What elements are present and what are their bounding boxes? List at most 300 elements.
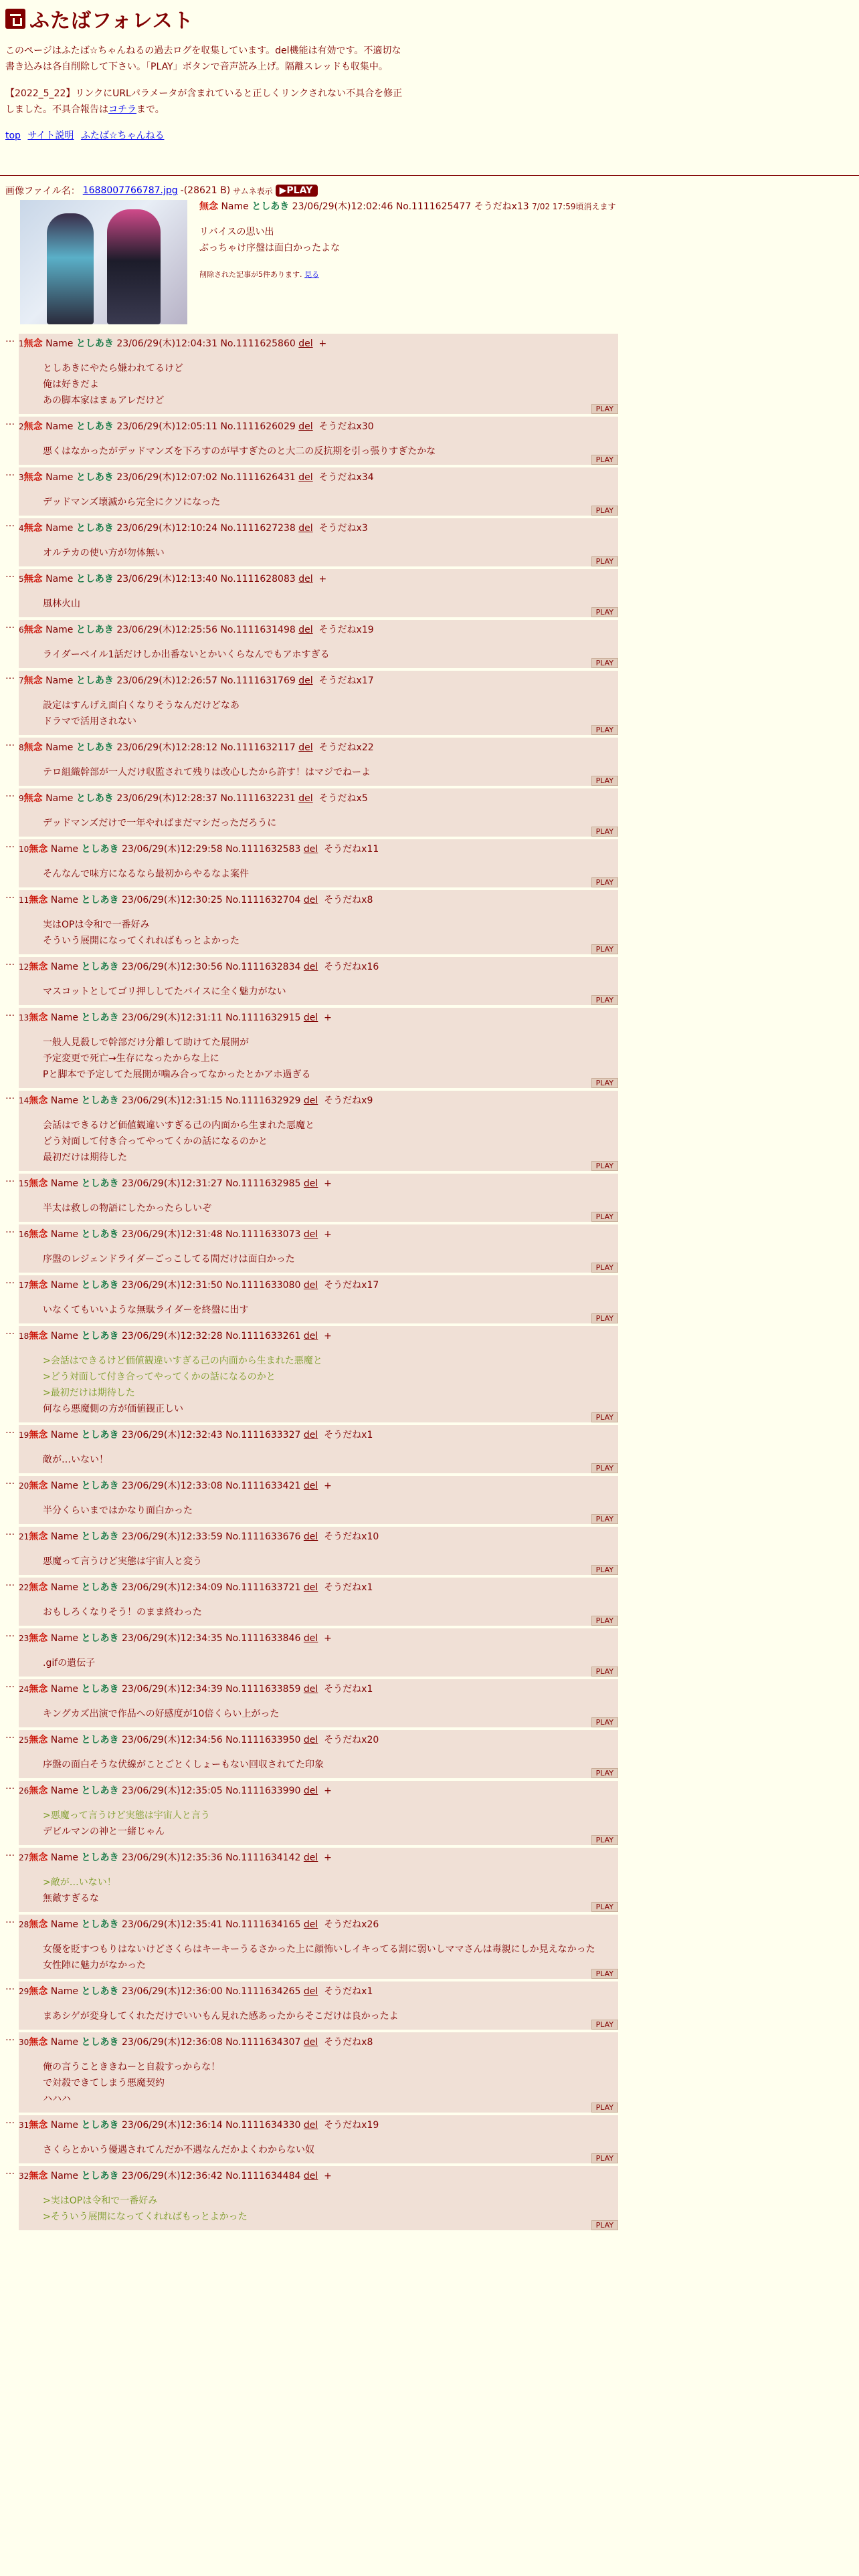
reply-body <box>43 1757 614 1773</box>
play-button[interactable]: PLAY <box>591 2220 618 2230</box>
reply-indent-dots: … <box>5 1425 15 1436</box>
sodane-button[interactable]: そうだねx5 <box>318 793 368 804</box>
play-button[interactable]: PLAY <box>591 1263 618 1273</box>
op-meta <box>199 200 616 324</box>
reply-body <box>43 596 614 612</box>
reply-header <box>19 842 614 857</box>
reply-body <box>43 1655 614 1671</box>
del-link[interactable]: del <box>303 1280 318 1291</box>
sodane-button[interactable]: そうだねx1 <box>324 1684 373 1695</box>
sodane-button[interactable]: そうだねx1 <box>324 1986 373 1997</box>
reply-body <box>43 1808 614 1840</box>
reply-datetime: 23/06/29(木)12:35:36 <box>121 1852 223 1863</box>
reply-datetime: 23/06/29(木)12:13:40 <box>116 574 217 584</box>
sodane-button[interactable]: そうだねx17 <box>324 1280 379 1291</box>
play-button[interactable]: PLAY <box>591 944 618 954</box>
del-link[interactable]: del <box>303 1986 318 1997</box>
reply-line: 会話はできるけど価値観違いすぎる己の内面から生まれた悪魔と <box>43 1120 314 1131</box>
reply-number: 9 <box>19 794 24 803</box>
reply-number: 29 <box>19 1987 29 1996</box>
play-button[interactable]: PLAY <box>591 827 618 837</box>
sodane-button[interactable]: そうだねx19 <box>318 625 374 635</box>
play-button[interactable]: PLAY <box>591 1616 618 1626</box>
reply-subject: 無念 <box>29 1786 48 1796</box>
reply-name-label: Name <box>50 962 79 972</box>
reply-post-number: No.1111634165 <box>225 1919 301 1930</box>
reply-subject: 無念 <box>23 742 43 753</box>
reply-body <box>43 2008 614 2024</box>
sodane-button[interactable]: そうだねx19 <box>324 2120 379 2131</box>
sodane-button[interactable]: そうだねx8 <box>324 895 373 905</box>
play-button[interactable]: PLAY <box>591 1313 618 1323</box>
sodane-button[interactable]: + <box>324 1229 332 1240</box>
deleted-note <box>199 268 616 282</box>
op-expire: 7/02 17:59頃消えます <box>532 202 616 211</box>
reply-name-label: Name <box>50 1481 79 1491</box>
play-button[interactable]: PLAY <box>591 607 618 617</box>
play-button[interactable]: PLAY <box>591 995 618 1005</box>
reply-datetime: 23/06/29(木)12:34:56 <box>121 1735 223 1745</box>
reply-datetime: 23/06/29(木)12:31:27 <box>121 1178 223 1189</box>
reply-line: 最初だけは期待した <box>43 1152 127 1163</box>
reply-header <box>19 623 614 637</box>
reply-subject: 無念 <box>23 338 43 349</box>
reply-subject: 無念 <box>23 675 43 686</box>
reply-subject: 無念 <box>29 1633 48 1644</box>
play-button[interactable]: PLAY <box>591 2020 618 2030</box>
del-link[interactable]: del <box>298 523 313 534</box>
sodane-button[interactable]: + <box>324 1481 332 1491</box>
play-button[interactable]: PLAY <box>591 658 618 668</box>
reply-subject: 無念 <box>29 895 48 905</box>
reply-datetime: 23/06/29(木)12:34:39 <box>121 1684 223 1695</box>
reply-header <box>19 2118 614 2133</box>
reply-datetime: 23/06/29(木)12:32:43 <box>121 1430 223 1440</box>
sodane-button[interactable]: そうだねx22 <box>318 742 374 753</box>
sodane-button[interactable]: + <box>324 2171 332 2181</box>
del-link[interactable]: del <box>303 844 318 855</box>
reply-line: マスコットとしてゴリ押ししてたバイスに全く魅力がない <box>43 986 286 997</box>
op-post <box>0 184 859 324</box>
reply-row <box>0 1981 859 2030</box>
sodane-button[interactable]: そうだねx17 <box>318 675 374 686</box>
report-link[interactable]: コチラ <box>108 104 136 115</box>
del-link[interactable]: del <box>303 1229 318 1240</box>
op-header <box>199 200 616 213</box>
play-button[interactable]: PLAY <box>591 1835 618 1845</box>
reply-indent-dots: … <box>5 417 15 427</box>
sodane-button[interactable]: そうだねx1 <box>324 1582 373 1593</box>
reply-row <box>0 334 859 414</box>
sodane-button[interactable]: そうだねx8 <box>324 2037 373 2048</box>
del-link[interactable]: del <box>303 1095 318 1106</box>
reply-post <box>19 738 618 786</box>
reply-indent-dots: … <box>5 788 15 799</box>
reply-header <box>19 1984 614 1999</box>
reply-post <box>19 1981 618 2030</box>
reply-line: さくらとかいう優遇されてんだか不遇なんだかよくわからない奴 <box>43 2145 314 2155</box>
sodane-button[interactable]: そうだねx10 <box>324 1531 379 1542</box>
reply-number: 1 <box>19 339 24 348</box>
del-link[interactable]: del <box>303 1531 318 1542</box>
reply-header <box>19 1479 614 1493</box>
reply-row <box>0 1679 859 1727</box>
play-button[interactable]: PLAY <box>591 1212 618 1222</box>
play-button[interactable]: PLAY <box>591 1412 618 1422</box>
del-link[interactable]: del <box>303 1178 318 1189</box>
del-link[interactable]: del <box>303 1633 318 1644</box>
reply-name: としあき <box>81 1095 119 1106</box>
reply-post <box>19 1578 618 1626</box>
reply-name: としあき <box>76 421 114 432</box>
reply-name: としあき <box>81 1430 119 1440</box>
reply-datetime: 23/06/29(木)12:33:59 <box>121 1531 223 1542</box>
reply-name: としあき <box>76 742 114 753</box>
sodane-button[interactable]: + <box>324 1633 332 1644</box>
reply-datetime: 23/06/29(木)12:31:50 <box>121 1280 223 1291</box>
header-divider <box>0 175 859 176</box>
del-link[interactable]: del <box>298 338 313 349</box>
reply-name: としあき <box>81 1735 119 1745</box>
nav-about-link[interactable]: サイト説明 <box>27 130 74 141</box>
reply-datetime: 23/06/29(木)12:26:57 <box>116 675 217 686</box>
del-link[interactable]: del <box>303 1852 318 1863</box>
reply-name-label: Name <box>50 1684 79 1695</box>
reply-line: Pと脚本で予定してた展開が噛み合ってなかったとかアホ過ぎる <box>43 1069 311 1080</box>
reply-name: としあき <box>81 1986 119 1997</box>
reply-name-label: Name <box>50 1178 79 1189</box>
reply-number: 32 <box>19 2171 29 2181</box>
play-button[interactable]: PLAY <box>591 2103 618 2113</box>
reply-post-number: No.1111633990 <box>225 1786 301 1796</box>
reply-post <box>19 1527 618 1575</box>
reply-name: としあき <box>81 1280 119 1291</box>
reply-body <box>43 1035 614 1083</box>
sodane-button[interactable]: + <box>318 574 327 584</box>
op-subject: 無念 <box>199 201 218 212</box>
reply-subject: 無念 <box>29 1331 48 1341</box>
deleted-view-link[interactable]: 見る <box>304 270 319 279</box>
play-button[interactable]: PLAY <box>591 1463 618 1473</box>
sodane-button[interactable]: + <box>324 1012 332 1023</box>
thumb-figure-right <box>107 209 161 324</box>
reply-header <box>19 419 614 434</box>
reply-name-label: Name <box>45 338 74 349</box>
reply-indent-dots: … <box>5 1628 15 1639</box>
reply-name-label: Name <box>50 1582 79 1593</box>
reply-line: ハハハ <box>43 2094 71 2105</box>
reply-number: 16 <box>19 1230 29 1239</box>
reply-name-label: Name <box>50 1430 79 1440</box>
op-line: リバイスの思い出 <box>199 227 274 237</box>
nav-top-link[interactable]: top <box>5 130 21 141</box>
reply-number: 17 <box>19 1281 29 1290</box>
reply-name: としあき <box>81 1012 119 1023</box>
del-link[interactable]: del <box>303 1786 318 1796</box>
reply-datetime: 23/06/29(木)12:29:58 <box>121 844 223 855</box>
reply-line: 敵が…いない！ <box>43 1455 108 1465</box>
op-number: No.1111625477 <box>395 201 472 212</box>
reply-post <box>19 1628 618 1677</box>
reply-post-number: No.1111632117 <box>220 742 296 753</box>
reply-number: 23 <box>19 1634 29 1643</box>
reply-subject: 無念 <box>23 793 43 804</box>
reply-body <box>43 1941 614 1973</box>
reply-header <box>19 791 614 806</box>
play-button[interactable]: PLAY <box>591 455 618 465</box>
op-sodane[interactable]: そうだねx13 <box>474 201 529 212</box>
del-link[interactable]: del <box>298 421 313 432</box>
play-button[interactable]: PLAY <box>591 1717 618 1727</box>
reply-body <box>43 443 614 459</box>
play-button[interactable]: PLAY <box>591 1161 618 1171</box>
sodane-button[interactable]: そうだねx1 <box>324 1430 373 1440</box>
reply-header <box>19 1784 614 1798</box>
reply-body <box>43 545 614 561</box>
reply-post-number: No.1111632231 <box>220 793 296 804</box>
reply-body <box>43 1706 614 1722</box>
reply-indent-dots: … <box>5 1224 15 1235</box>
sodane-button[interactable]: そうだねx11 <box>324 844 379 855</box>
play-button[interactable]: PLAY <box>591 1969 618 1979</box>
reply-header <box>19 960 614 974</box>
reply-line: ライダーベイル1話だけしか出番ないとかいくらなんでもアホすぎる <box>43 649 330 660</box>
play-button[interactable]: PLAY <box>591 506 618 516</box>
reply-datetime: 23/06/29(木)12:35:41 <box>121 1919 223 1930</box>
reply-name: としあき <box>81 1582 119 1593</box>
reply-subject: 無念 <box>29 1735 48 1745</box>
play-button[interactable]: PLAY <box>591 2153 618 2163</box>
reply-post <box>19 671 618 735</box>
reply-datetime: 23/06/29(木)12:30:56 <box>121 962 223 972</box>
reply-post <box>19 1679 618 1727</box>
play-button[interactable]: PLAY <box>591 1565 618 1575</box>
reply-header <box>19 1010 614 1025</box>
reply-indent-dots: … <box>5 839 15 850</box>
reply-subject: 無念 <box>29 1986 48 1997</box>
reply-header <box>19 1093 614 1108</box>
del-link[interactable]: del <box>303 2120 318 2131</box>
reply-indent-dots: … <box>5 738 15 748</box>
sodane-button[interactable]: そうだねx26 <box>324 1919 379 1930</box>
reply-line: キングカズ出演で作品への好感度が10倍くらい上がった <box>43 1709 280 1719</box>
reply-post-number: No.1111631498 <box>220 625 296 635</box>
sodane-button[interactable]: + <box>318 338 327 349</box>
sodane-button[interactable]: そうだねx34 <box>318 472 374 483</box>
reply-line: ドラマで活用されない <box>43 716 136 727</box>
sodane-button[interactable]: そうだねx16 <box>324 962 379 972</box>
reply-row <box>0 1275 859 1323</box>
del-link[interactable]: del <box>303 1481 318 1491</box>
reply-subject: 無念 <box>29 1582 48 1593</box>
sodane-button[interactable]: そうだねx9 <box>324 1095 373 1106</box>
reply-post <box>19 417 618 465</box>
reply-header <box>19 572 614 586</box>
reply-post <box>19 2115 618 2163</box>
sodane-button[interactable]: + <box>324 1852 332 1863</box>
del-link[interactable]: del <box>298 625 313 635</box>
site-intro: このページはふたば☆ちゃんねるの過去ログを収集しています。del機能は有効です。不適切な書き込みは各自削除して下さい。「PLAY」ボタンで音声読み上げ。隔離スレッドも収集中。 <box>5 45 401 72</box>
reply-name: としあき <box>76 625 114 635</box>
del-link[interactable]: del <box>303 1919 318 1930</box>
reply-name: としあき <box>76 793 114 804</box>
reply-subject: 無念 <box>29 1229 48 1240</box>
reply-name-label: Name <box>50 1852 79 1863</box>
reply-post <box>19 788 618 837</box>
sodane-button[interactable]: + <box>324 1786 332 1796</box>
play-button[interactable]: PLAY <box>591 1514 618 1524</box>
play-button[interactable]: PLAY <box>591 776 618 786</box>
del-link[interactable]: del <box>303 962 318 972</box>
op-play-button[interactable]: ▶PLAY <box>276 185 318 197</box>
nav-futaba-link[interactable]: ふたば☆ちゃんねる <box>80 130 165 141</box>
reply-post <box>19 620 618 668</box>
reply-post-number: No.1111625860 <box>220 338 296 349</box>
reply-header <box>19 1682 614 1697</box>
play-button[interactable]: PLAY <box>591 1902 618 1912</box>
reply-header <box>19 1227 614 1242</box>
reply-datetime: 23/06/29(木)12:28:12 <box>116 742 217 753</box>
reply-line: 半分くらいまではかなり面白かった <box>43 1505 193 1516</box>
reply-subject: 無念 <box>23 574 43 584</box>
reply-number: 12 <box>19 962 29 972</box>
del-link[interactable]: del <box>303 1430 318 1440</box>
quote-line: >敵が…いない！ <box>43 1877 116 1888</box>
reply-row <box>0 1326 859 1422</box>
reply-row <box>0 2032 859 2113</box>
reply-datetime: 23/06/29(木)12:31:15 <box>121 1095 223 1106</box>
reply-name: としあき <box>81 2120 119 2131</box>
reply-row <box>0 1781 859 1845</box>
quote-line: >会話はできるけど価値観違いすぎる己の内面から生まれた悪魔と <box>43 1356 322 1366</box>
op-datetime: 23/06/29(木)12:02:46 <box>292 201 393 212</box>
reply-header <box>19 521 614 536</box>
play-button[interactable]: PLAY <box>591 1078 618 1088</box>
thumb-note: サムネ表示 <box>233 186 273 196</box>
reply-post-number: No.1111633261 <box>225 1331 301 1341</box>
play-button[interactable]: PLAY <box>591 404 618 414</box>
del-link[interactable]: del <box>303 1331 318 1341</box>
reply-indent-dots: … <box>5 1174 15 1184</box>
reply-datetime: 23/06/29(木)12:32:28 <box>121 1331 223 1341</box>
play-button[interactable]: PLAY <box>591 1768 618 1778</box>
reply-body <box>43 984 614 1000</box>
sodane-button[interactable]: そうだねx20 <box>324 1735 379 1745</box>
reply-body <box>43 1200 614 1216</box>
reply-post <box>19 1326 618 1422</box>
del-link[interactable]: del <box>298 675 313 686</box>
reply-row <box>0 788 859 837</box>
reply-line: としあきにやたら嫌われてるけど <box>43 363 183 374</box>
reply-row <box>0 2115 859 2163</box>
reply-datetime: 23/06/29(木)12:10:24 <box>116 523 217 534</box>
reply-post <box>19 2166 618 2230</box>
reply-post-number: No.1111632915 <box>225 1012 301 1023</box>
reply-post <box>19 467 618 516</box>
reply-subject: 無念 <box>29 1178 48 1189</box>
reply-number: 31 <box>19 2121 29 2130</box>
del-link[interactable]: del <box>298 472 313 483</box>
play-button[interactable]: PLAY <box>591 1667 618 1677</box>
del-link[interactable]: del <box>298 793 313 804</box>
quote-line: >悪魔って言うけど実態は宇宙人と言う <box>43 1810 210 1821</box>
reply-body <box>43 2059 614 2107</box>
reply-number: 10 <box>19 845 29 854</box>
play-button[interactable]: PLAY <box>591 725 618 735</box>
reply-row <box>0 518 859 566</box>
reply-subject: 無念 <box>29 1919 48 1930</box>
sodane-button[interactable]: + <box>324 1178 332 1189</box>
reply-body <box>43 917 614 949</box>
file-label: 画像ファイル名： <box>5 186 80 197</box>
file-link[interactable]: 1688007766787.jpg <box>82 185 178 196</box>
reply-indent-dots: … <box>5 518 15 529</box>
quote-line: >どう対面して付き合ってやってくかの話になるのかと <box>43 1372 276 1382</box>
del-link[interactable]: del <box>303 1684 318 1695</box>
reply-header <box>19 336 614 351</box>
reply-name-label: Name <box>50 895 79 905</box>
reply-subject: 無念 <box>29 962 48 972</box>
sodane-button[interactable]: そうだねx3 <box>318 523 368 534</box>
play-button[interactable]: PLAY <box>591 556 618 566</box>
reply-subject: 無念 <box>29 2120 48 2131</box>
reply-number: 6 <box>19 625 24 635</box>
del-link[interactable]: del <box>303 2171 318 2181</box>
reply-name-label: Name <box>50 1919 79 1930</box>
quote-line: >最初だけは期待した <box>43 1388 135 1398</box>
del-link[interactable]: del <box>303 2037 318 2048</box>
reply-datetime: 23/06/29(木)12:36:14 <box>121 2120 223 2131</box>
del-link[interactable]: del <box>303 1012 318 1023</box>
reply-row <box>0 2166 859 2230</box>
quote-line: >そういう展開になってくれればもっとよかった <box>43 2212 248 2222</box>
reply-post-number: No.1111634330 <box>225 2120 301 2131</box>
reply-name: としあき <box>76 338 114 349</box>
reply-row <box>0 1224 859 1273</box>
reply-header <box>19 1329 614 1344</box>
reply-line: 半太は救しの物語にしたかったらしいぞ <box>43 1203 211 1214</box>
op-thumbnail[interactable] <box>20 200 187 324</box>
reply-indent-dots: … <box>5 2166 15 2177</box>
del-link[interactable]: del <box>303 1582 318 1593</box>
sodane-button[interactable]: そうだねx30 <box>318 421 374 432</box>
nav-links <box>5 128 854 142</box>
del-link[interactable]: del <box>298 742 313 753</box>
sodane-button[interactable]: + <box>324 1331 332 1341</box>
reply-line: 風林火山 <box>43 599 80 609</box>
reply-name: としあき <box>81 962 119 972</box>
del-link[interactable]: del <box>303 1735 318 1745</box>
reply-header <box>19 2169 614 2183</box>
site-logo-icon <box>5 9 25 29</box>
reply-number: 15 <box>19 1179 29 1188</box>
reply-body <box>43 1302 614 1318</box>
reply-name: としあき <box>81 1531 119 1542</box>
reply-subject: 無念 <box>23 625 43 635</box>
reply-post-number: No.1111633721 <box>225 1582 301 1593</box>
del-link[interactable]: del <box>298 574 313 584</box>
del-link[interactable]: del <box>303 895 318 905</box>
reply-datetime: 23/06/29(木)12:04:31 <box>116 338 217 349</box>
reply-post-number: No.1111627238 <box>220 523 296 534</box>
play-button[interactable]: PLAY <box>591 877 618 887</box>
reply-name-label: Name <box>45 675 74 686</box>
reply-line: いなくてもいいような無駄ライダーを終盤に出す <box>43 1305 249 1315</box>
reply-post-number: No.1111633073 <box>225 1229 301 1240</box>
reply-name-label: Name <box>50 1633 79 1644</box>
reply-name: としあき <box>81 1229 119 1240</box>
reply-name: としあき <box>76 574 114 584</box>
